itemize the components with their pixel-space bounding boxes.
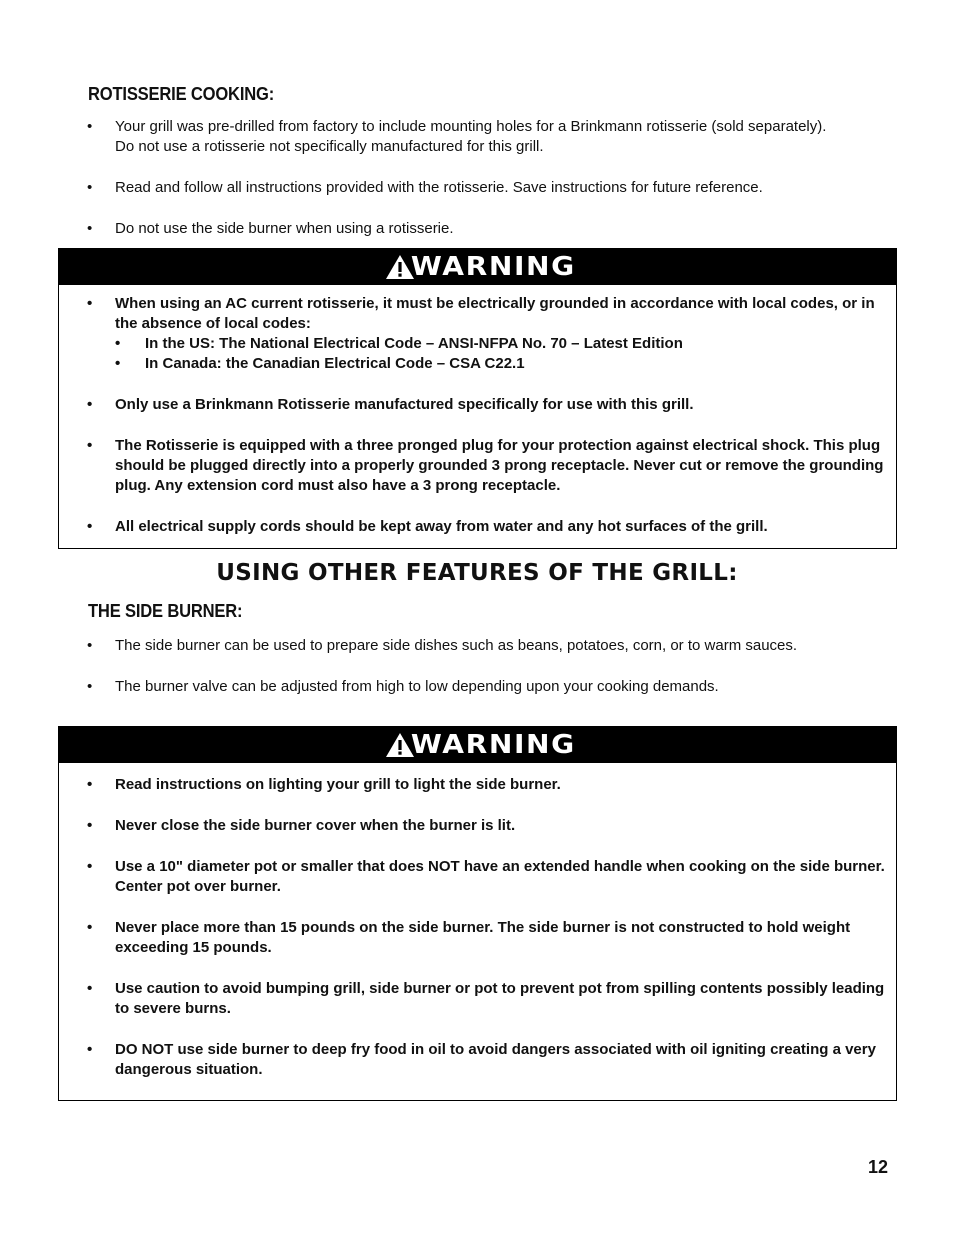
rotisserie-heading: ROTISSERIE COOKING:: [88, 84, 275, 104]
bullet: •: [87, 437, 93, 454]
spacer: [87, 897, 896, 918]
spacer: [87, 795, 896, 816]
bullet: •: [87, 295, 93, 312]
page-number: 12: [868, 1157, 889, 1177]
warning-label: WARNING: [411, 252, 576, 282]
bullet: •: [87, 776, 93, 793]
list-item: [87, 918, 896, 958]
spacer: [87, 415, 896, 436]
list-item: [87, 775, 896, 795]
bullet: •: [87, 220, 93, 237]
bullet: •: [87, 678, 93, 695]
rotisserie-list: [87, 117, 847, 239]
side-burner-warning-box: [58, 726, 897, 1101]
spacer: [87, 374, 896, 395]
bullet: •: [87, 980, 93, 997]
list-item: [87, 816, 896, 836]
bullet: •: [87, 817, 93, 834]
list-item: [87, 219, 847, 239]
list-item: [87, 979, 896, 1019]
bullet: •: [87, 1041, 93, 1058]
list-item-text: DO NOT use side burner to deep fry food in oil to avoid dangers associated with oil igniting creating a very dangerous situation.: [115, 1041, 876, 1078]
list-item-text: The side burner can be used to prepare side dishes such as beans, potatoes, corn, or to warm sauces.: [115, 637, 798, 654]
list-item-text: Never place more than 15 pounds on the side burner. The side burner is not constructed to hold weight exceeding 15 pounds.: [115, 919, 851, 956]
spacer: [87, 496, 896, 517]
sub-list-item: [115, 334, 896, 354]
spacer: [87, 1019, 896, 1040]
bullet: •: [87, 396, 93, 413]
sub-list-item: [115, 354, 896, 374]
bullet: •: [115, 355, 121, 372]
list-item-text: Read instructions on lighting your grill to light the side burner.: [115, 776, 561, 793]
list-item: [87, 178, 847, 198]
bullet: •: [87, 637, 93, 654]
bullet: •: [87, 518, 93, 535]
list-item: [87, 395, 896, 415]
warning-banner: [59, 727, 896, 763]
list-item-text: All electrical supply cords should be kept away from water and any hot surfaces of the grill.: [115, 518, 768, 535]
list-item: [87, 636, 847, 656]
list-item-text: Never close the side burner cover when the burner is lit.: [115, 817, 516, 834]
spacer: [87, 656, 847, 677]
bullet: •: [87, 919, 93, 936]
list-item: [87, 1040, 896, 1080]
side-burner-list: [87, 636, 847, 697]
list-item-text: When using an AC current rotisserie, it must be electrically grounded in accordance with local codes, or in the absence of local codes:: [115, 295, 875, 332]
list-item-text: Do not use the side burner when using a rotisserie.: [115, 220, 454, 237]
list-item: [87, 294, 896, 374]
warning-banner: [59, 249, 896, 285]
list-item-text: Your grill was pre-drilled from factory to include mounting holes for a Brinkmann rotisserie (sold separately). Do not use a rotisserie not specifically manufactured for this grill.: [115, 118, 827, 155]
features-title: USING OTHER FEATURES OF THE GRILL:: [216, 560, 738, 586]
sub-list-item-text: In the US: The National Electrical Code – ANSI-NFPA No. 70 – Latest Edition: [145, 335, 683, 352]
spacer: [87, 157, 847, 178]
spacer: [87, 198, 847, 219]
rotisserie-warning-box: [58, 248, 897, 549]
bullet: •: [87, 858, 93, 875]
spacer: [87, 958, 896, 979]
list-item: [87, 517, 896, 537]
list-item: [87, 677, 847, 697]
code-sublist: [115, 334, 896, 374]
list-item-text: Read and follow all instructions provided with the rotisserie. Save instructions for future reference.: [115, 179, 763, 196]
side-burner-heading: THE SIDE BURNER:: [88, 601, 243, 621]
warning-label: WARNING: [411, 730, 576, 760]
list-item: [87, 117, 847, 157]
list-item-text: Use caution to avoid bumping grill, side burner or pot to prevent pot from spilling contents possibly leading to severe burns.: [115, 980, 885, 1017]
bullet: •: [115, 335, 121, 352]
list-item: [87, 857, 896, 897]
sub-list-item-text: In Canada: the Canadian Electrical Code – CSA C22.1: [145, 355, 525, 372]
list-item-text: The burner valve can be adjusted from high to low depending upon your cooking demands.: [115, 678, 719, 695]
list-item-text: Only use a Brinkmann Rotisserie manufactured specifically for use with this grill.: [115, 396, 694, 413]
side-burner-warning-list: [59, 775, 896, 1080]
list-item-text: Use a 10" diameter pot or smaller that does NOT have an extended handle when cooking on the side burner. Center pot over burner.: [115, 858, 885, 895]
list-item: [87, 436, 896, 496]
list-item-text: The Rotisserie is equipped with a three pronged plug for your protection against electrical shock. This plug should be plugged directly into a properly grounded 3 prong receptacle. Never cut or remove the grounding plug. Any extension cord must also have a 3 prong receptacle.: [115, 437, 884, 494]
spacer: [87, 836, 896, 857]
rotisserie-warning-list: [59, 294, 896, 537]
bullet: •: [87, 179, 93, 196]
bullet: •: [87, 118, 93, 135]
